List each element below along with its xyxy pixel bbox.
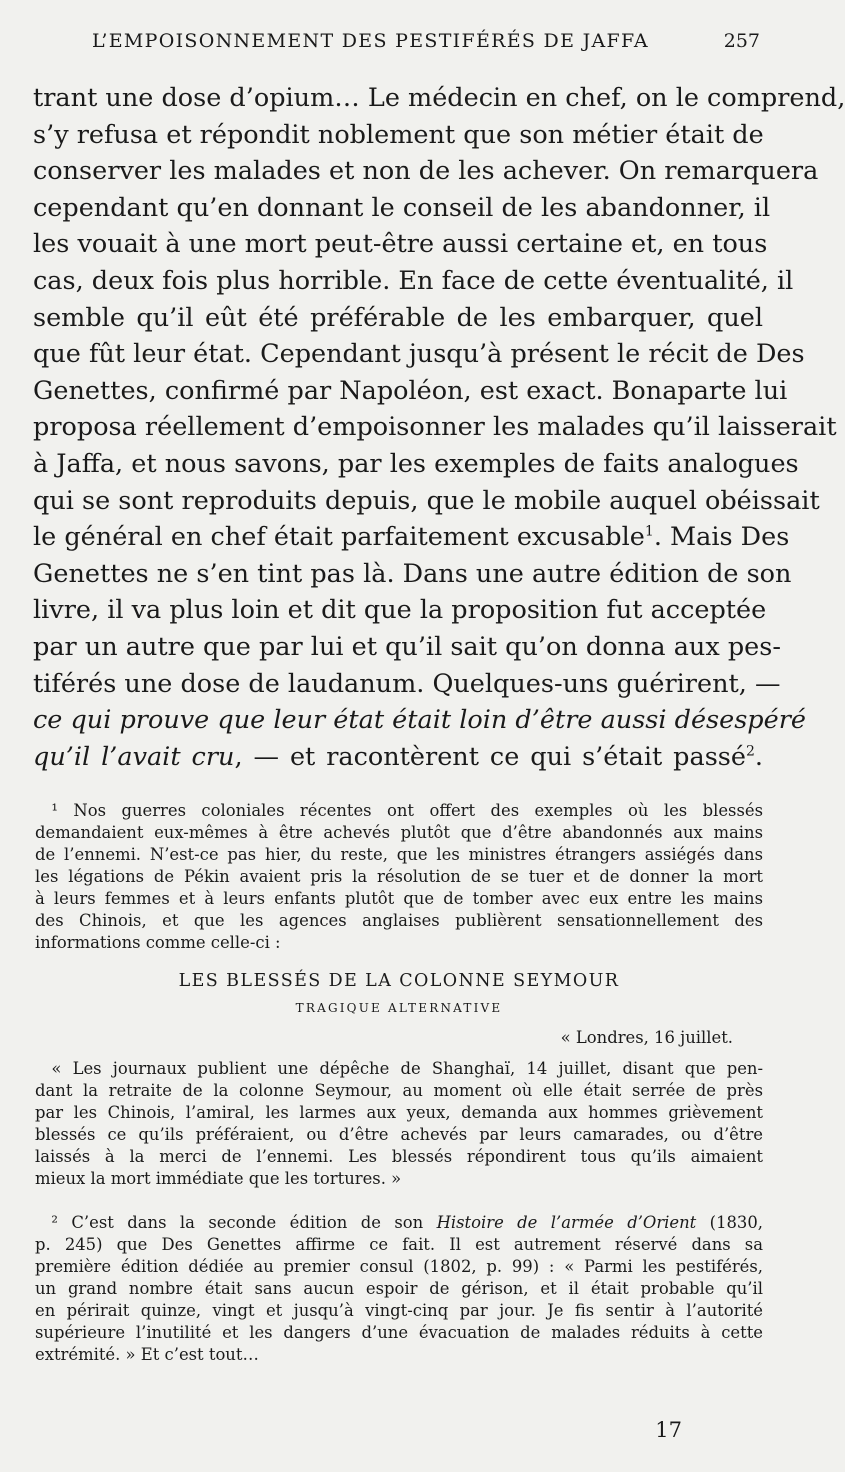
text-line: Genettes ne s’en tint pas là. Dans une autre édition de son [33, 558, 792, 589]
text-line [33, 739, 763, 776]
line-text: . Mais Des [653, 522, 790, 553]
main-text [33, 80, 845, 775]
footnote-marker: ² [51, 1213, 58, 1232]
running-title: L’EMPOISONNEMENT DES PESTIFÉRÉS DE JAFFA [92, 30, 649, 52]
footnote-line: des Chinois, et que les agences anglaises publièrent sensationnellement des [35, 911, 763, 930]
text-line: qui se sont reproduits depuis, que le mobile auquel obéissait [33, 485, 820, 516]
text-line: que fût leur état. Cependant jusqu’à présent le récit de Des [33, 339, 805, 370]
text-line: tiférés une dose de laudanum. Quelques-uns guérirent, — [33, 668, 781, 699]
quote-title: LES BLESSÉS DE LA COLONNE SEYMOUR [178, 971, 620, 991]
quote-line: par les Chinois, l’amiral, les larmes aux yeux, demanda aux hommes grièvement [35, 1103, 763, 1122]
quote-line: laissés à la merci de l’ennemi. Les blessés répondirent tous qu’ils aimaient [35, 1147, 763, 1166]
quote-line: blessés ce qu’ils préféraient, ou d’être achevés par leurs camarades, ou d’être [35, 1125, 763, 1144]
page-folio: 257 [723, 30, 760, 52]
italic-text: ce qui prouve que leur état était loin d’être aussi désespéré [33, 705, 807, 736]
footnote-line: de l’ennemi. N’est-ce pas hier, du reste, que les ministres étrangers assiégés dans [35, 845, 763, 864]
text-line: semble qu’il eût été préférable de les embarquer, quel [33, 302, 763, 333]
quote-subtitle: TRAGIQUE ALTERNATIVE [295, 1001, 503, 1015]
footnote-line: les légations de Pékin avaient pris la résolution de se tuer et de donner la mort [35, 867, 763, 886]
footnote-1 [35, 800, 763, 1190]
text-line: Genettes, confirmé par Napoléon, est exact. Bonaparte lui [33, 375, 788, 406]
text-line: livre, il va plus loin et dit que la proposition fut acceptée [33, 595, 767, 626]
footnote-line: supérieure l’inutilité et les dangers d’une évacuation de malades réduits à cette [35, 1323, 763, 1342]
quote-line: mieux la mort immédiate que les tortures. » [35, 1169, 402, 1188]
text-line [33, 519, 790, 556]
quote-line: dant la retraite de la colonne Seymour, au moment où elle était serrée de près [35, 1081, 763, 1100]
footnote-line: ¹ Nos guerres coloniales récentes ont offert des exemples où les blessés [51, 801, 763, 820]
text-line: les vouait à une mort peut-être aussi certaine et, en tous [33, 229, 768, 260]
text-line: trant une dose d’opium… Le médecin en chef, on le comprend, [33, 83, 845, 113]
footnote-ref-2: 2 [745, 743, 755, 760]
text-line: s’y refusa et répondit noblement que son métier était de [33, 119, 764, 150]
quote-line: « Les journaux publient une dépêche de Shanghaï, 14 juillet, disant que pen- [51, 1059, 763, 1078]
footnote-line: ² C’est dans la seconde édition de son Histoire de l’armée d’Orient (1830, [51, 1213, 763, 1232]
footnote-line: p. 245) que Des Genettes affirme ce fait. Il est autrement réservé dans sa [35, 1235, 763, 1254]
footnote-line: à leurs femmes et à leurs enfants plutôt que de tomber avec eux entre les mains [35, 889, 763, 908]
footnote-line: demandaient eux-mêmes à être achevés plutôt que d’être abandonnés aux mains [35, 823, 763, 842]
text-line: par un autre que par lui et qu’il sait qu’on donna aux pes- [33, 631, 781, 662]
footnote-line: première édition dédiée au premier consul (1802, p. 99) : « Parmi les pestiférés, [35, 1257, 763, 1276]
line-text: le général en chef était parfaitement excusable [33, 522, 645, 553]
footnote-ref-1: 1 [644, 523, 654, 540]
signature-mark: 17 [655, 1418, 682, 1442]
footnote-line: extrémité. » Et c’est tout… [35, 1345, 259, 1364]
italic-line [33, 702, 807, 739]
footnotes [35, 800, 763, 1366]
line-text: , — et racontèrent ce qui s’était passé [234, 741, 746, 772]
text-line: proposa réellement d’empoisonner les malades qu’il laisserait [33, 412, 837, 443]
footnote-line: en périrait quinze, vingt et jusqu’à vingt-cinq par jour. Je fis sentir à l’autorité [35, 1301, 763, 1320]
running-header [92, 30, 760, 52]
text-line: cas, deux fois plus horrible. En face de cette éventualité, il [33, 265, 794, 296]
text-line: à Jaffa, et nous savons, par les exemples de faits analogues [33, 448, 799, 479]
text-line: cependant qu’en donnant le conseil de les abandonner, il [33, 192, 771, 223]
footnote-line: un grand nombre était sans aucun espoir de gérison, et il était probable qu’il [35, 1279, 763, 1298]
line-text: . [754, 741, 763, 772]
quote-dateline: « Londres, 16 juillet. [560, 1028, 733, 1047]
footnote-marker: ¹ [51, 801, 58, 820]
book-title: Histoire de l’armée d’Orient [436, 1213, 697, 1232]
text-line: conserver les malades et non de les achever. On remarquera [33, 156, 819, 187]
footnote-line: informations comme celle-ci : [35, 933, 281, 952]
footnote-2 [35, 1212, 763, 1366]
italic-text: qu’il l’avait cru [33, 741, 235, 772]
